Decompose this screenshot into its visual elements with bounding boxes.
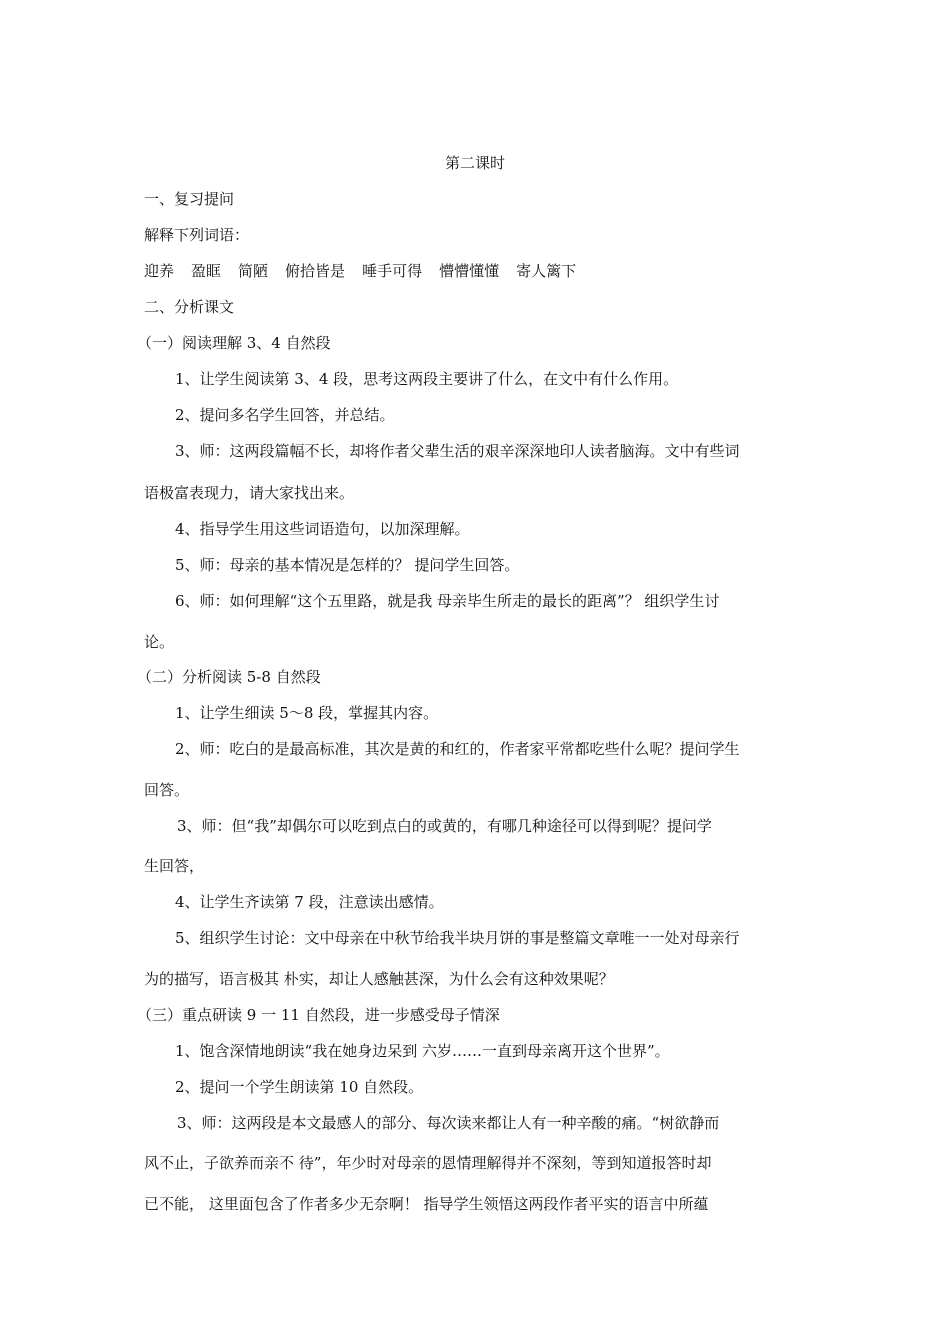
vocab-intro: 解释下列词语：: [144, 226, 250, 244]
vocab-word: 唾手可得: [362, 262, 423, 280]
paragraph-line: 语极富表现力，请大家找出来。: [144, 484, 355, 502]
vocab-word: 懵懵懂懂: [439, 262, 500, 280]
vocab-word: 简陋: [238, 262, 269, 280]
paragraph-line: 3、师：这两段篇幅不长，却将作者父辈生活的艰辛深深地印人读者脑海。文中有些词: [175, 442, 740, 460]
paragraph-line: 4、指导学生用这些词语造句，以加深理解。: [175, 520, 470, 538]
paragraph-line: 回答。: [144, 781, 190, 799]
section-heading-review: 一、复习提问: [144, 190, 235, 208]
vocab-word: 盈眶: [191, 262, 222, 280]
vocab-list: [144, 261, 576, 281]
paragraph-line: 5、师：母亲的基本情况是怎样的？ 提问学生回答。: [175, 556, 520, 574]
page-title: 第二课时: [444, 154, 505, 172]
paragraph-line: 生回答，: [144, 857, 205, 875]
paragraph-line: 5、组织学生讨论：文中母亲在中秋节给我半块月饼的事是整篇文章唯一一处对母亲行: [175, 929, 740, 947]
paragraph-line: 1、饱含深情地朗读“我在她身边呆到 六岁……一直到母亲离开这个世界”。: [175, 1042, 670, 1060]
paragraph-line: 已不能， 这里面包含了作者多少无奈啊！ 指导学生领悟这两段作者平实的语言中所蕴: [144, 1195, 709, 1213]
paragraph-line: 风不止，子欲养而亲不 待”，年少时对母亲的恩情理解得并不深刻，等到知道报答时却: [144, 1154, 712, 1172]
paragraph-line: 1、让学生阅读第 3、4 段，思考这两段主要讲了什么，在文中有什么作用。: [175, 370, 679, 388]
subsection-heading-1: （一）阅读理解 3、4 自然段: [137, 334, 331, 352]
section-heading-analysis: 二、分析课文: [144, 298, 235, 316]
vocab-word: 迎养: [144, 262, 175, 280]
paragraph-line: 2、提问多名学生回答，并总结。: [175, 406, 395, 424]
paragraph-line: 为的描写，语言极其 朴实，却让人感触甚深，为什么会有这种效果呢？: [144, 970, 614, 988]
subsection-heading-3: （三）重点研读 9 一 11 自然段，进一步感受母子情深: [137, 1006, 500, 1024]
paragraph-line: 1、让学生细读 5～8 段，掌握其内容。: [175, 704, 439, 722]
paragraph-line: 2、提问一个学生朗读第 10 自然段。: [175, 1078, 424, 1096]
paragraph-line: 4、让学生齐读第 7 段，注意读出感情。: [175, 893, 444, 911]
paragraph-line: 2、师：吃白的是最高标准，其次是黄的和红的，作者家平常都吃些什么呢？提问学生: [175, 740, 740, 758]
paragraph-line: 6、师：如何理解“这个五里路，就是我 母亲毕生所走的最长的距离”？ 组织学生讨: [175, 592, 720, 610]
paragraph-line: 3、师：这两段是本文最感人的部分、每次读来都让人有一种辛酸的痛。“树欲静而: [177, 1114, 720, 1132]
subsection-heading-2: （二）分析阅读 5-8 自然段: [137, 668, 321, 686]
vocab-word: 寄人篱下: [516, 262, 577, 280]
vocab-word: 俯拾皆是: [285, 262, 346, 280]
paragraph-line: 3、师：但“我”却偶尔可以吃到点白的或黄的，有哪几种途径可以得到呢？提问学: [177, 817, 712, 835]
paragraph-line: 论。: [144, 633, 175, 651]
